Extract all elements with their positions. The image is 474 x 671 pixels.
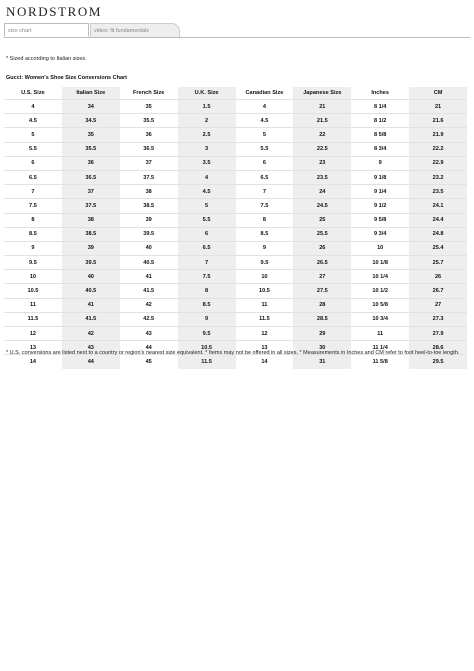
table-cell: 11 5/8 bbox=[372, 358, 388, 365]
table-cell: 41 bbox=[145, 273, 152, 280]
column-header: U.K. Size bbox=[178, 87, 236, 100]
table-cell: 37.5 bbox=[143, 174, 155, 181]
table-cell: 24.1 bbox=[409, 199, 467, 213]
table-row bbox=[4, 270, 467, 284]
table-cell: 42.5 bbox=[143, 316, 155, 323]
table-cell: 8 bbox=[262, 217, 266, 224]
table-cell: 29.5 bbox=[409, 355, 467, 369]
column-header: CM bbox=[409, 87, 467, 100]
table-row bbox=[4, 327, 467, 341]
table-cell: 45 bbox=[145, 358, 152, 365]
table-cell: 23 bbox=[293, 156, 351, 170]
table-cell: 39.5 bbox=[62, 256, 120, 270]
table-cell: 24.5 bbox=[293, 199, 351, 213]
table-cell: 40 bbox=[62, 270, 120, 284]
sizing-note: * Sized according to Italian sizes. bbox=[6, 56, 87, 62]
table-cell: 26.5 bbox=[293, 256, 351, 270]
table-cell: 11 bbox=[261, 302, 268, 309]
table-cell: 31 bbox=[293, 355, 351, 369]
table-cell: 13 bbox=[261, 344, 268, 351]
table-cell: 29 bbox=[293, 327, 351, 341]
table-cell: 26.7 bbox=[409, 284, 467, 298]
table-cell: 11 bbox=[377, 330, 384, 337]
table-cell: 8 bbox=[178, 284, 236, 298]
table-cell: 25.7 bbox=[409, 256, 467, 270]
table-cell: 23.5 bbox=[409, 185, 467, 199]
table-cell: 24 bbox=[293, 185, 351, 199]
table-cell: 5 bbox=[178, 199, 236, 213]
column-header: Italian Size bbox=[62, 87, 120, 100]
table-cell: 8 1/4 bbox=[373, 103, 387, 110]
table-cell: 3 bbox=[178, 142, 236, 156]
table-cell: 39.5 bbox=[143, 231, 155, 238]
table-cell: 12 bbox=[29, 330, 37, 337]
table-cell: 27.3 bbox=[409, 312, 467, 326]
table-cell: 34.5 bbox=[62, 114, 120, 128]
chart-title: Gucci: Women's Shoe Size Conversions Chart bbox=[6, 75, 128, 81]
table-cell: 4.5 bbox=[29, 117, 37, 124]
table-cell: 8 3/4 bbox=[373, 146, 387, 153]
table-cell: 23.2 bbox=[409, 170, 467, 184]
table-cell: 10 1/8 bbox=[372, 259, 388, 266]
table-cell: 6.5 bbox=[178, 241, 236, 255]
table-cell: 22.9 bbox=[409, 156, 467, 170]
table-cell: 4.5 bbox=[178, 185, 236, 199]
table-cell: 36.5 bbox=[143, 146, 155, 153]
table-cell: 42 bbox=[62, 327, 120, 341]
table-cell: 36.5 bbox=[62, 170, 120, 184]
table-cell: 9 bbox=[378, 160, 382, 167]
table-cell: 37 bbox=[145, 160, 152, 167]
table-cell: 10 5/8 bbox=[372, 302, 388, 309]
column-header: Canadian Size bbox=[245, 90, 284, 96]
table-cell: 11.5 bbox=[27, 316, 39, 323]
table-cell: 13 bbox=[29, 344, 37, 351]
table-cell: 35.5 bbox=[62, 142, 120, 156]
table-cell: 38 bbox=[62, 213, 120, 227]
table-cell: 36 bbox=[145, 131, 152, 138]
table-cell: 10 1/4 bbox=[372, 273, 388, 280]
table-cell: 25.5 bbox=[293, 227, 351, 241]
table-cell: 2.5 bbox=[178, 128, 236, 142]
table-row bbox=[4, 100, 467, 114]
table-row bbox=[4, 298, 467, 312]
table-cell: 10 bbox=[29, 273, 37, 280]
table-cell: 7 bbox=[31, 188, 35, 195]
table-cell: 5.5 bbox=[178, 213, 236, 227]
table-cell: 21 bbox=[409, 100, 467, 114]
tab-size-chart[interactable]: size chart bbox=[4, 23, 89, 37]
table-body bbox=[4, 100, 467, 369]
table-cell: 4 bbox=[31, 103, 35, 110]
tab-bar bbox=[4, 23, 470, 38]
table-cell: 9 bbox=[31, 245, 35, 252]
table-cell: 42 bbox=[145, 302, 152, 309]
table-cell: 25.4 bbox=[409, 241, 467, 255]
table-cell: 11.5 bbox=[178, 355, 236, 369]
column-header: French Size bbox=[132, 90, 165, 96]
table-cell: 22.2 bbox=[409, 142, 467, 156]
table-cell: 44 bbox=[62, 355, 120, 369]
column-header: Inches bbox=[371, 90, 390, 96]
table-cell: 41.5 bbox=[143, 288, 155, 295]
size-conversion-table bbox=[4, 87, 467, 369]
table-row bbox=[4, 142, 467, 156]
table-cell: 14 bbox=[29, 358, 37, 365]
table-cell: 37 bbox=[62, 185, 120, 199]
table-cell: 8.5 bbox=[29, 231, 37, 238]
table-cell: 10.5 bbox=[27, 288, 39, 295]
table-cell: 23.5 bbox=[293, 170, 351, 184]
table-cell: 9.5 bbox=[178, 327, 236, 341]
table-cell: 11 1/4 bbox=[372, 344, 388, 351]
table-cell: 10.5 bbox=[178, 341, 236, 355]
table-cell: 4 bbox=[262, 103, 266, 110]
table-cell: 25 bbox=[293, 213, 351, 227]
table-cell: 3.5 bbox=[178, 156, 236, 170]
footnote: * U.S. conversions are listed next to a country or region's nearest size equivalent. * Items may not be offered in all sizes. * Measurements in Inches and CM refer to foot heel-to-toe length. bbox=[6, 350, 460, 356]
table-row bbox=[4, 284, 467, 298]
table-cell: 7 bbox=[178, 256, 236, 270]
table-cell: 37.5 bbox=[62, 199, 120, 213]
table-cell: 9 5/8 bbox=[373, 217, 387, 224]
table-cell: 8.5 bbox=[178, 298, 236, 312]
table-cell: 27.5 bbox=[293, 284, 351, 298]
table-cell: 10 bbox=[377, 245, 384, 252]
table-cell: 41 bbox=[62, 298, 120, 312]
table-cell: 9.5 bbox=[29, 259, 37, 266]
table-cell: 8.5 bbox=[260, 231, 269, 238]
table-row bbox=[4, 199, 467, 213]
table-cell: 6.5 bbox=[29, 174, 37, 181]
table-cell: 27 bbox=[293, 270, 351, 284]
table-row bbox=[4, 156, 467, 170]
table-cell: 24.4 bbox=[409, 213, 467, 227]
table-cell: 9 bbox=[262, 245, 266, 252]
table-cell: 27 bbox=[409, 298, 467, 312]
table-cell: 8 5/8 bbox=[373, 131, 387, 138]
table-cell: 38.5 bbox=[143, 202, 155, 209]
table-cell: 6 bbox=[178, 227, 236, 241]
table-cell: 4.5 bbox=[260, 117, 269, 124]
table-cell: 21 bbox=[293, 100, 351, 114]
table-cell: 4 bbox=[178, 170, 236, 184]
table-cell: 1.5 bbox=[178, 100, 236, 114]
table-cell: 44 bbox=[145, 344, 152, 351]
table-row bbox=[4, 213, 467, 227]
table-cell: 26 bbox=[293, 241, 351, 255]
table-cell: 10 3/4 bbox=[372, 316, 388, 323]
table-cell: 5 bbox=[31, 131, 35, 138]
table-cell: 26 bbox=[409, 270, 467, 284]
table-cell: 7.5 bbox=[260, 202, 269, 209]
table-cell: 8 bbox=[31, 217, 35, 224]
table-cell: 6 bbox=[262, 160, 266, 167]
table-cell: 43 bbox=[145, 330, 152, 337]
table-cell: 7.5 bbox=[178, 270, 236, 284]
table-cell: 9 1/8 bbox=[373, 174, 387, 181]
table-row bbox=[4, 185, 467, 199]
table-cell: 38.5 bbox=[62, 227, 120, 241]
table-cell: 22.5 bbox=[293, 142, 351, 156]
table-cell: 40 bbox=[145, 245, 152, 252]
table-cell: 43 bbox=[62, 341, 120, 355]
table-cell: 35.5 bbox=[143, 117, 155, 124]
table-cell: 6 bbox=[31, 160, 35, 167]
table-cell: 5 bbox=[262, 131, 266, 138]
table-cell: 30 bbox=[293, 341, 351, 355]
table-cell: 22 bbox=[293, 128, 351, 142]
table-cell: 21.5 bbox=[293, 114, 351, 128]
table-cell: 35 bbox=[62, 128, 120, 142]
table-cell: 39 bbox=[62, 241, 120, 255]
table-cell: 21.9 bbox=[409, 128, 467, 142]
table-cell: 5.5 bbox=[29, 146, 37, 153]
table-cell: 39 bbox=[145, 217, 152, 224]
table-cell: 21.6 bbox=[409, 114, 467, 128]
table-cell: 6.5 bbox=[260, 174, 269, 181]
table-cell: 14 bbox=[261, 358, 268, 365]
table-cell: 10 bbox=[261, 273, 268, 280]
table-cell: 34 bbox=[62, 100, 120, 114]
table-row bbox=[4, 256, 467, 270]
table-cell: 10 1/2 bbox=[372, 288, 388, 295]
table-cell: 36 bbox=[62, 156, 120, 170]
table-header-row bbox=[4, 87, 467, 100]
table-row bbox=[4, 114, 467, 128]
table-cell: 9 1/2 bbox=[373, 202, 387, 209]
table-cell: 7.5 bbox=[29, 202, 37, 209]
table-cell: 11.5 bbox=[259, 316, 270, 323]
table-cell: 35 bbox=[145, 103, 152, 110]
column-header: Japanese Size bbox=[293, 87, 351, 100]
table-cell: 9 1/4 bbox=[373, 188, 387, 195]
table-cell: 40.5 bbox=[143, 259, 155, 266]
table-cell: 38 bbox=[145, 188, 152, 195]
table-row bbox=[4, 128, 467, 142]
table-row bbox=[4, 227, 467, 241]
table-cell: 2 bbox=[178, 114, 236, 128]
table-cell: 9 3/4 bbox=[373, 231, 387, 238]
table-row bbox=[4, 170, 467, 184]
table-cell: 28 bbox=[293, 298, 351, 312]
table-cell: 24.8 bbox=[409, 227, 467, 241]
table-cell: 8 1/2 bbox=[373, 117, 387, 124]
table-cell: 12 bbox=[261, 330, 268, 337]
table-cell: 9.5 bbox=[260, 259, 269, 266]
table-cell: 40.5 bbox=[62, 284, 120, 298]
tab-fit-fundamentals-video[interactable]: video: fit fundamentals bbox=[90, 23, 180, 37]
table-cell: 28.6 bbox=[409, 341, 467, 355]
table-cell: 27.9 bbox=[409, 327, 467, 341]
table-cell: 10.5 bbox=[258, 288, 270, 295]
table-cell: 28.5 bbox=[293, 312, 351, 326]
table-cell: 41.5 bbox=[62, 312, 120, 326]
table-cell: 7 bbox=[262, 188, 266, 195]
nordstrom-logo[interactable]: NORDSTROM bbox=[6, 4, 103, 19]
table-row bbox=[4, 241, 467, 255]
column-header: U.S. Size bbox=[21, 90, 45, 96]
table-cell: 9 bbox=[178, 312, 236, 326]
table-cell: 11 bbox=[29, 302, 36, 309]
table-row bbox=[4, 312, 467, 326]
table-cell: 5.5 bbox=[260, 146, 269, 153]
